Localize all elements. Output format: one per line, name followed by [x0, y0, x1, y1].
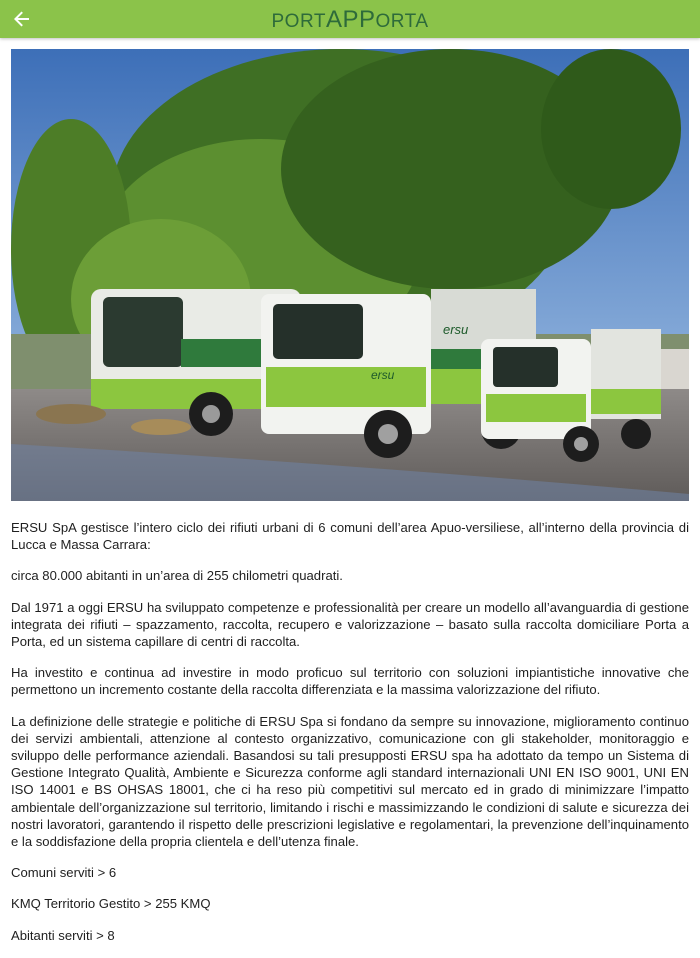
app-title-part-1: PORT [271, 11, 326, 32]
main-content [11, 49, 689, 958]
paragraph: circa 80.000 abitanti in un’area di 255 chilometri quadrati. [11, 568, 343, 584]
stat-kmq: KMQ Territorio Gestito > 255 KMQ [11, 896, 211, 912]
stat-abitanti: Abitanti serviti > 8 [11, 927, 115, 943]
paragraph: Ha investito e continua ad investire in modo proficuo sul territorio con soluzioni impiantistiche innovative che permettono un incremento costante della raccolta differenziata e la massima valorizzazione del rifiuto. [11, 665, 689, 698]
paragraph: La definizione delle strategie e politiche di ERSU Spa si fondano da sempre su innovazione, miglioramento continuo dei servizi ambientali, attenzione al contesto organizzativo, comunicazione con gli stakeholder, monitoraggio e sviluppo delle performance aziendali. Basandosi su tali presupposti ERSU spa ha adottato da tempo un Sistema di Gestione Integrato Qualità, Ambiente e Sicurezza conforme agli standard internazionali UNI EN ISO 9001, UNI EN ISO 14001 e BS OHSAS 18001, che ci ha reso più competitivi sul mercato ed in grado di minimizzare l’impatto ambientale dell’organizzazione sul territorio, limitando i rischi e massimizzando le condizioni di salute e sicurezza dei nostri lavoratori, garantendo il rispetto delle prescrizioni legislative e regolamentari, la prevenzione dell’inquinamento e la soddisfazione della propria clientela e dell’utenza finale. [11, 713, 689, 850]
truck-brand-text: ersu [371, 368, 395, 382]
app-title-part-2: APP [325, 6, 376, 33]
paragraph: ERSU SpA gestisce l’intero ciclo dei rifiuti urbani di 6 comuni dell’area Apuo-versiliese, all’interno della provincia di Lucca e Massa Carrara: [11, 520, 689, 553]
description-text [11, 519, 689, 944]
truck-side-brand: ersu [443, 322, 469, 337]
app-title [0, 6, 700, 36]
app-title-part-3: ORTA [375, 11, 429, 32]
stat-comuni: Comuni serviti > 6 [11, 865, 117, 881]
app-bar [0, 0, 700, 38]
paragraph: Dal 1971 a oggi ERSU ha sviluppato competenze e professionalità per creare un modello all’avanguardia di gestione integrata dei rifiuti – spazzamento, raccolta, recupero e valorizzazione – basato sulla raccolta domiciliare Porta a Porta, ed un sistema capillare di centri di raccolta. [11, 599, 689, 650]
hero-image [11, 49, 689, 501]
